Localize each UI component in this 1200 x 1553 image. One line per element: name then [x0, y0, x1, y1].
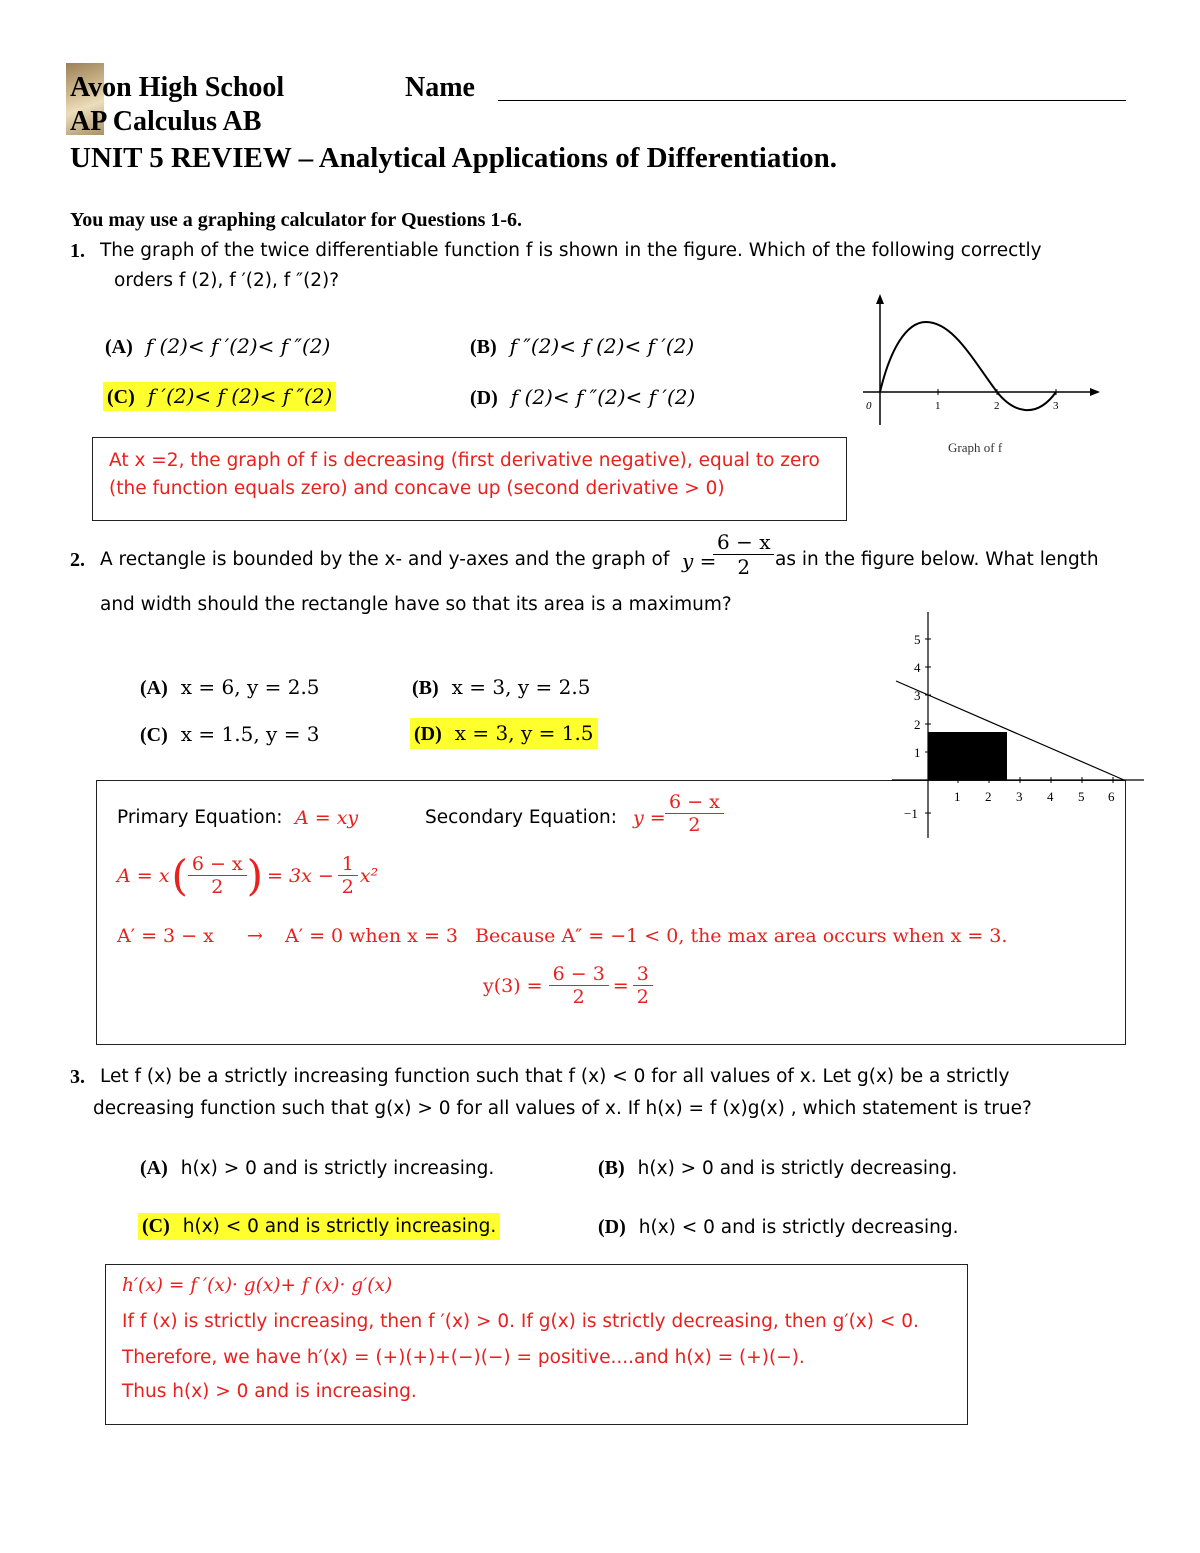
q2-graph-rectangle: [928, 732, 1007, 780]
q2-y3-fraction: [549, 963, 609, 1008]
q3-sol-line3: Therefore, we have h′(x) = (+)(+)+(−)(−) = positive....and h(x) = (+)(−).: [122, 1347, 805, 1368]
q2-area-half-den: 2: [341, 876, 354, 898]
q2-eq-lhs: y =: [682, 549, 717, 573]
q3-choice-b[interactable]: [598, 1157, 957, 1180]
q1-text-line2: orders f (2), f ′(2), f ″(2)?: [114, 270, 340, 291]
q2-area-mid: = 3x −: [267, 864, 334, 887]
q1-choice-d-letter: (D): [470, 387, 498, 409]
q2-graph-xlabel-3: 3: [1016, 789, 1023, 804]
q3-choice-c-letter: (C): [142, 1215, 170, 1237]
q2-choice-c[interactable]: [140, 722, 320, 747]
q1-choice-b-letter: (B): [470, 336, 497, 358]
q1-choice-a[interactable]: [105, 334, 330, 359]
q2-area-num: 6 − x: [188, 853, 247, 876]
name-label: Name: [405, 72, 475, 103]
q1-graph-tick-label-1: 1: [935, 400, 941, 412]
q2-choice-c-letter: (C): [140, 724, 168, 746]
q2-choice-d-text: x = 3, y = 1.5: [454, 721, 594, 745]
q3-choice-c-text: h(x) < 0 and is strictly increasing.: [182, 1216, 497, 1237]
q2-choice-a-text: x = 6, y = 2.5: [180, 675, 320, 699]
q2-graph-ylabel-5: 5: [914, 632, 921, 647]
q2-graph-ylabel-4: 4: [914, 660, 921, 675]
q3-sol-line2: If f (x) is strictly increasing, then f ′(x) > 0. If g(x) is strictly decreasing, then g′(x) < 0.: [122, 1311, 919, 1332]
q2-area-half-num: 1: [338, 853, 358, 876]
q3-choice-d[interactable]: [598, 1216, 959, 1239]
q2-text-b: as in the figure below. What length: [775, 549, 1099, 570]
q2-graph-ylabel-2: 2: [914, 717, 921, 732]
q1-graph-tick-label-0: 0: [866, 400, 872, 412]
q2-area-equation: [117, 850, 379, 900]
q2-area-tail: x²: [359, 864, 379, 887]
q2-primary-eq: A = xy: [295, 807, 359, 829]
q2-secondary-fraction: [665, 791, 724, 836]
q3-text-line2: decreasing function such that g(x) > 0 for all values of x. If h(x) = f (x)g(x) , which statement is true?: [93, 1098, 1032, 1119]
q2-choice-b-letter: (B): [412, 677, 439, 699]
q2-y3-result: [633, 963, 653, 1008]
q2-choice-d[interactable]: [410, 718, 598, 749]
q2-eq-den: 2: [737, 555, 751, 579]
page-title: UNIT 5 REVIEW – Analytical Applications of Differentiation.: [70, 142, 837, 174]
course-name: AP Calculus AB: [70, 106, 262, 137]
q3-choice-b-text: h(x) > 0 and is strictly decreasing.: [637, 1158, 958, 1179]
q1-graph-tick-label-2: 2: [994, 400, 1000, 412]
q1-choice-b[interactable]: [470, 334, 694, 359]
q1-answer-line1: At x =2, the graph of f is decreasing (first derivative negative), equal to zero: [109, 450, 820, 471]
q2-secondary-lhs: y =: [633, 807, 666, 829]
q1-choice-c-text: f ′(2)< f (2)< f ″(2): [147, 384, 333, 408]
q1-graph: [858, 290, 1108, 465]
q1-choice-a-letter: (A): [105, 336, 133, 358]
q3-number: 3.: [70, 1066, 85, 1088]
q2-area-lhs: A = x: [117, 864, 170, 887]
q2-graph-xlabel-6: 6: [1108, 789, 1115, 804]
q2-graph-ylabel-1: 1: [914, 745, 921, 760]
q1-choice-c[interactable]: [103, 382, 336, 411]
q1-choice-b-text: f ″(2)< f (2)< f ′(2): [509, 334, 695, 358]
q3-choice-c[interactable]: [138, 1213, 500, 1240]
q2-number: 2.: [70, 549, 85, 571]
q2-secondary-num: 6 − x: [665, 791, 724, 814]
q2-choice-d-letter: (D): [414, 723, 442, 745]
q2-area-den: 2: [211, 876, 224, 898]
q1-choice-a-text: f (2)< f ′(2)< f ″(2): [145, 334, 331, 358]
q2-graph-xlabel-5: 5: [1078, 789, 1085, 804]
q3-choice-a-text: h(x) > 0 and is strictly increasing.: [180, 1158, 495, 1179]
q2-graph-xlabel-1: 1: [954, 789, 961, 804]
q2-area-lparen: (: [171, 850, 188, 900]
school-name: Avon High School: [70, 72, 285, 103]
q2-y3-res-den: 2: [636, 986, 649, 1008]
q3-choice-b-letter: (B): [598, 1157, 625, 1179]
q2-deriv-zero: A′ = 0 when x = 3: [285, 925, 458, 947]
q2-text-line2: and width should the rectangle have so that its area is a maximum?: [100, 594, 732, 615]
q2-graph: [892, 608, 1152, 840]
q2-choice-b-text: x = 3, y = 2.5: [451, 675, 591, 699]
q2-second-deriv: Because A″ = −1 < 0, the max area occurs when x = 3.: [475, 925, 1008, 947]
q3-sol-line1: h′(x) = f ′(x)· g(x)+ f (x)· g′(x): [122, 1275, 393, 1296]
q2-area-fraction: [188, 853, 247, 898]
q2-y3-eq: =: [612, 974, 629, 997]
q2-eq-num: 6 − x: [713, 530, 774, 555]
q1-choice-d[interactable]: [470, 385, 695, 410]
q2-choice-a-letter: (A): [140, 677, 168, 699]
q2-graph-xlabel-2: 2: [985, 789, 992, 804]
q2-graph-ylabel-neg1: −1: [904, 806, 918, 821]
q1-number: 1.: [70, 240, 85, 262]
calculator-instruction: You may use a graphing calculator for Questions 1-6.: [70, 209, 523, 231]
q2-choice-b[interactable]: [412, 675, 590, 700]
q1-choice-d-text: f (2)< f ″(2)< f ′(2): [510, 385, 696, 409]
q2-choice-c-text: x = 1.5, y = 3: [180, 722, 320, 746]
q2-eq-fraction: [713, 530, 774, 579]
q1-graph-tick-label-3: 3: [1053, 400, 1059, 412]
q2-graph-ylabel-3: 3: [914, 688, 921, 703]
q1-choice-c-letter: (C): [107, 386, 135, 408]
q3-sol-line4: Thus h(x) > 0 and is increasing.: [122, 1381, 417, 1402]
q3-choice-d-letter: (D): [598, 1216, 626, 1238]
q2-secondary-den: 2: [688, 814, 701, 836]
q2-y3-equation: [483, 963, 653, 1008]
q3-text-line1: Let f (x) be a strictly increasing function such that f (x) < 0 for all values of x. Let g(x) be a strictly: [100, 1066, 1010, 1087]
q3-choice-d-text: h(x) < 0 and is strictly decreasing.: [638, 1217, 959, 1238]
q1-text-line1: The graph of the twice differentiable function f is shown in the figure. Which of the following correctly: [100, 240, 1042, 261]
q2-y3-num: 6 − 3: [549, 963, 609, 986]
q3-choice-a[interactable]: [140, 1157, 494, 1180]
name-blank-line[interactable]: [498, 100, 1126, 101]
q2-text-a: A rectangle is bounded by the x- and y-axes and the graph of: [100, 549, 670, 570]
q2-primary-label: Primary Equation:: [117, 807, 283, 828]
q2-graph-xlabel-4: 4: [1047, 789, 1054, 804]
q3-solution-box: [105, 1264, 968, 1425]
q2-y3-lhs: y(3) =: [483, 974, 543, 997]
q2-area-half: [338, 853, 358, 898]
q2-area-rparen: ): [246, 850, 264, 900]
q1-graph-x-arrow: [1090, 388, 1100, 396]
q1-graph-y-arrow: [876, 294, 884, 304]
q1-answer-line2: (the function equals zero) and concave up (second derivative > 0): [109, 478, 725, 499]
q1-answer-box: [92, 437, 847, 521]
q1-graph-caption: Graph of f: [948, 440, 1003, 455]
q1-graph-curve: [880, 322, 1056, 410]
q2-secondary-label: Secondary Equation:: [425, 807, 618, 828]
q3-choice-a-letter: (A): [140, 1157, 168, 1179]
q2-y3-den: 2: [572, 986, 585, 1008]
q2-deriv: A′ = 3 − x: [117, 925, 214, 947]
q2-y3-res-num: 3: [633, 963, 653, 986]
q2-choice-a[interactable]: [140, 675, 320, 700]
q2-arrow: →: [247, 925, 263, 947]
